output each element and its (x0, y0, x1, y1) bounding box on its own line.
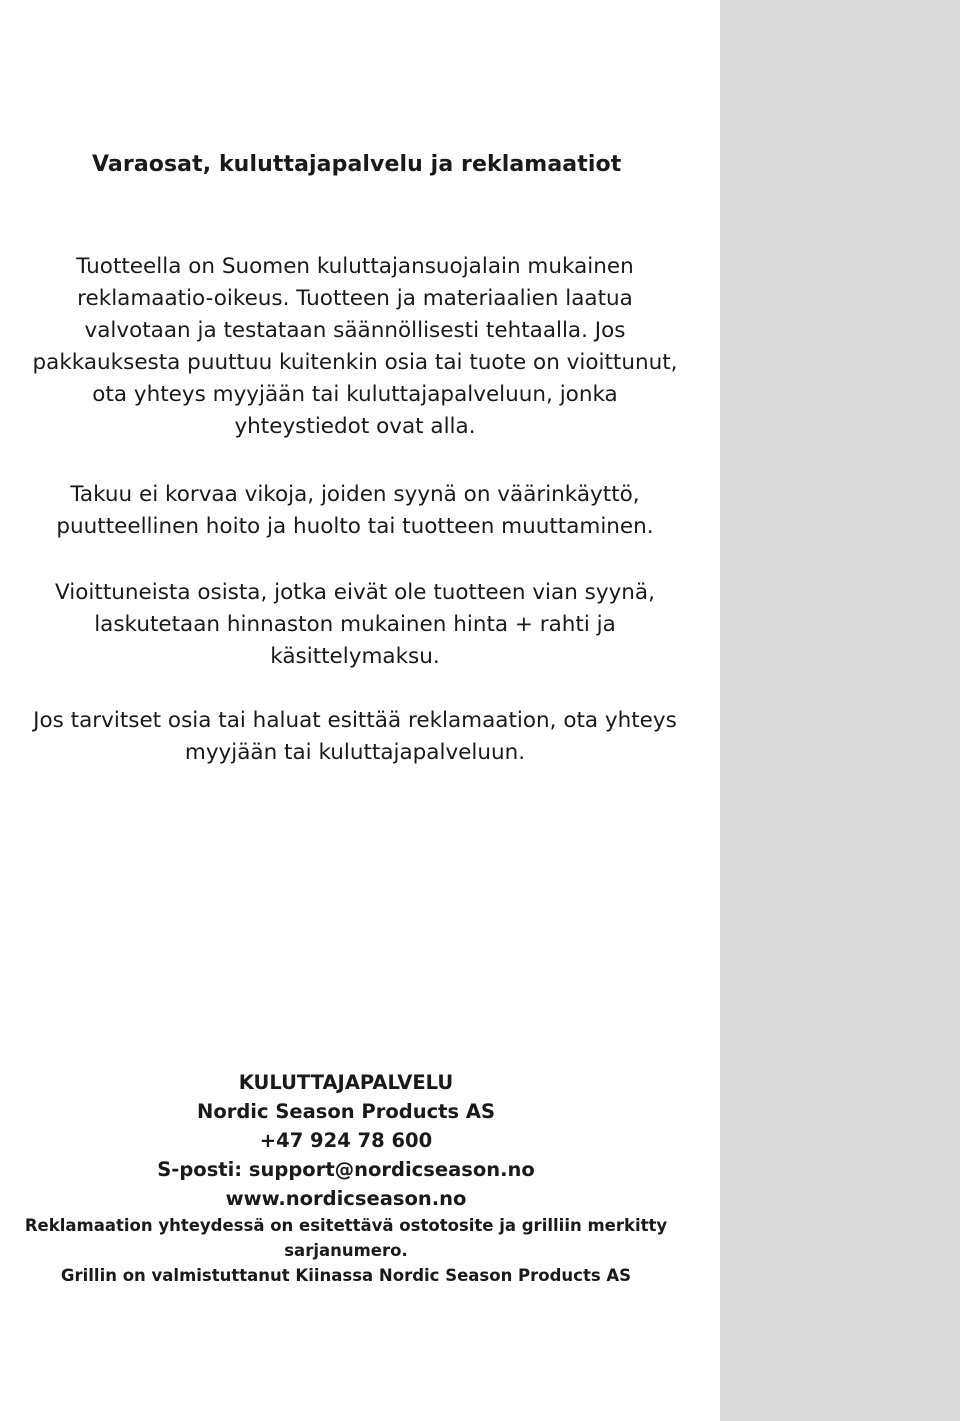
contact-block (0, 1068, 692, 1288)
exclusions-paragraph: Takuu ei korvaa vikoja, joiden syynä on väärinkäyttö, puutteellinen hoito ja huolto tai tuotteen muuttaminen. (56, 482, 654, 539)
phone-number: +47 924 78 600 (259, 1129, 433, 1152)
manufacture-note: Grillin on valmistuttanut Kiinassa Nordic Season Products AS (60, 1266, 632, 1285)
receipt-note: Reklamaation yhteydessä on esitettävä ostotosite ja grilliin merkitty sarjanumero. (24, 1216, 668, 1260)
company-name: Nordic Season Products AS (197, 1100, 495, 1123)
email-line: S-posti: support@nordicseason.no (157, 1158, 535, 1181)
warranty-paragraph: Tuotteella on Suomen kuluttajansuojalain mukainen reklamaatio-oikeus. Tuotteen ja materiaalien laatua valvotaan ja testataan säännöllisesti tehtaalla. Jos pakkauksesta puuttuu kuitenkin osia tai tuote on vioittunut, ota yhteys myyjään tai kuluttajapalveluun, jonka yhteystiedot ovat alla. (32, 254, 678, 439)
contact-instructions-paragraph: Jos tarvitset osia tai haluat esittää reklamaation, ota yhteys myyjään tai kuluttajapalveluun. (33, 708, 677, 765)
website-url: www.nordicseason.no (225, 1187, 467, 1210)
billing-paragraph: Vioittuneista osista, jotka eivät ole tuotteen vian syynä, laskutetaan hinnaston mukainen hinta + rahti ja käsittelymaksu. (55, 580, 655, 669)
side-margin-panel (720, 0, 960, 1421)
contact-title: KULUTTAJAPALVELU (238, 1071, 454, 1094)
page-title: Varaosat, kuluttajapalvelu ja reklamaatiot (92, 152, 622, 177)
